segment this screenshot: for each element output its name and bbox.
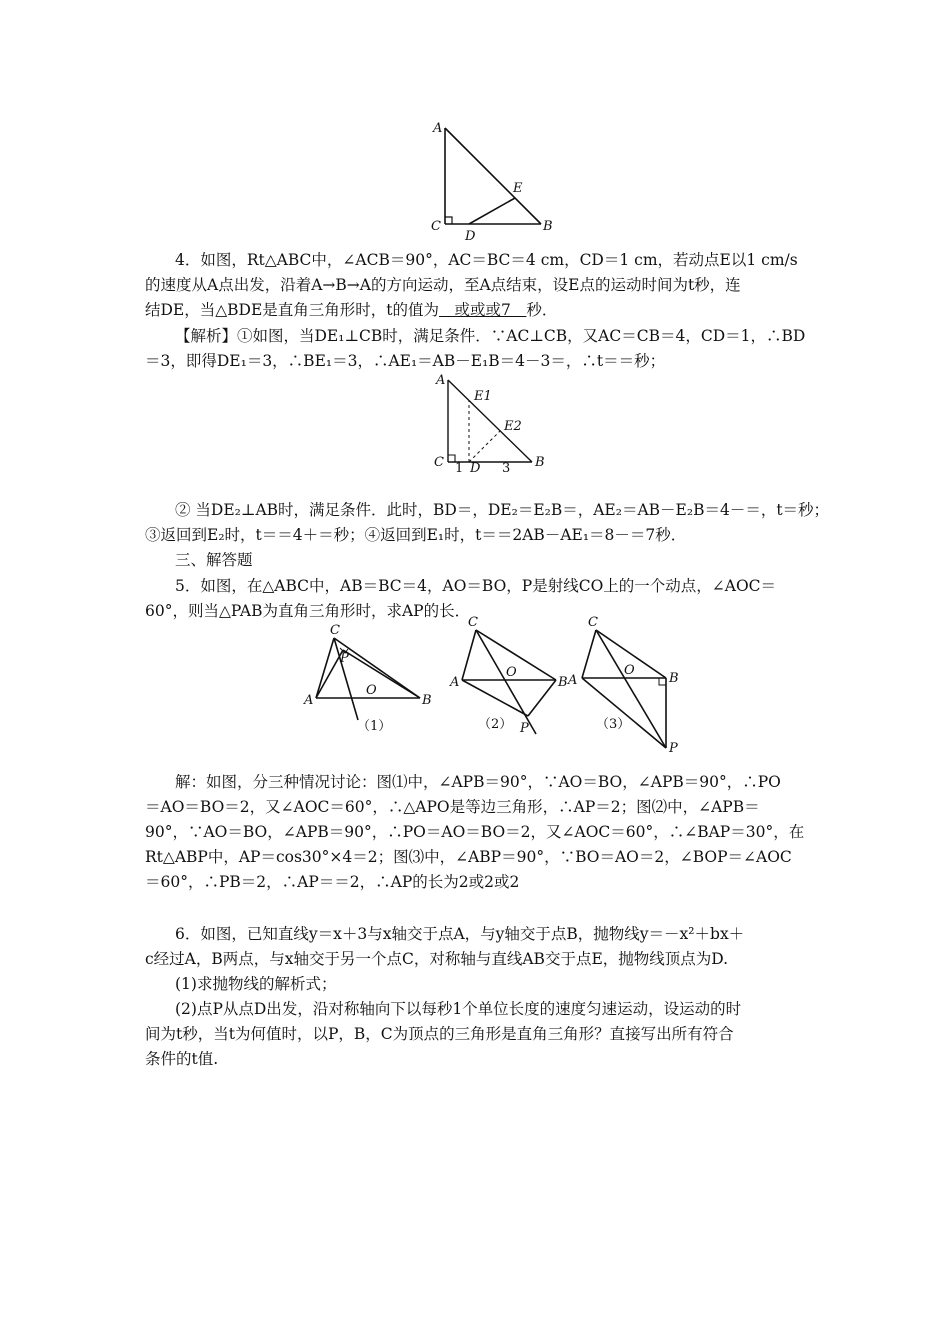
label-c: C: [468, 615, 478, 630]
label-c: C: [330, 623, 340, 638]
label-e2: E2: [504, 419, 522, 434]
label-b: B: [669, 671, 679, 686]
problem-6-part-2-line-3: 条件的t值.: [145, 1050, 219, 1068]
problem-6-part-2-line-1: (2)点P从点D出发，沿对称轴向下以每秒1个单位长度的速度匀速运动，设运动的时: [175, 1000, 742, 1018]
triangle-abc-diagram: [425, 118, 565, 243]
label-o: O: [506, 665, 517, 680]
solution-5-line-4: Rt△ABP中，AP＝cos30°×4＝2；图⑶中，∠ABP＝90°，∵BO＝AO＝2，∠BOP＝∠AOC: [145, 848, 792, 866]
label-length-3: 3: [502, 461, 511, 476]
figure-5-3-diagram: [568, 616, 698, 761]
label-o: O: [366, 683, 377, 698]
label-p: P: [340, 651, 349, 666]
solution-5-line-2: ＝AO＝BO＝2，又∠AOC＝60°，∴△APO是等边三角形，∴AP＝2；图⑵中，∠APB＝: [145, 798, 760, 816]
label-c: C: [588, 615, 598, 630]
analysis-triangle-diagram: [432, 372, 552, 476]
caption-3: （3）: [596, 717, 631, 732]
segment-de: [469, 198, 515, 224]
label-d: D: [465, 229, 476, 244]
problem-4-line-3-post: 秒．: [526, 301, 558, 319]
label-o: O: [624, 663, 635, 678]
right-angle-mark: [659, 678, 666, 685]
right-angle-mark: [445, 217, 452, 224]
problem-5-line-1: 5．如图，在△ABC中，AB＝BC＝4，AO＝BO，P是射线CO上的一个动点，∠AOC＝: [175, 577, 777, 595]
problem-6-part-1: (1)求抛物线的解析式；: [175, 975, 337, 993]
segment-ap: [462, 680, 528, 716]
right-angle-mark: [448, 455, 455, 462]
figure-triangle-abc: [425, 118, 565, 243]
problem-6-line-1: 6．如图，已知直线y＝x＋3与x轴交于点A，与y轴交于点B，抛物线y＝－x²＋bx＋: [175, 925, 745, 943]
figure-5-1: [302, 620, 442, 740]
segment-ca: [462, 630, 476, 680]
segment-cb: [334, 638, 420, 698]
problem-6: [145, 922, 825, 1072]
segment-ca: [582, 630, 596, 678]
analysis-4-line-4: ③返回到E₂时，t＝＝4＋＝秒；④返回到E₁时，t＝＝2AB－AE₁＝8－＝7秒．: [145, 526, 687, 544]
label-length-1: 1: [455, 461, 464, 476]
solution-5-line-5: ＝60°，∴PB＝2，∴AP＝＝2，∴AP的长为2或2或2: [145, 873, 520, 891]
problem-6-line-2: c经过A，B两点，与x轴交于另一个点C，对称轴与直线AB交于点E，抛物线顶点为D.: [145, 950, 729, 968]
segment-ap: [582, 678, 666, 748]
label-a: A: [433, 121, 443, 136]
label-a: A: [304, 693, 314, 708]
problem-5: [145, 574, 825, 624]
problem-4-answer: 或或或7: [439, 301, 527, 319]
label-b: B: [422, 693, 432, 708]
solution-5: [145, 770, 825, 895]
label-d: D: [470, 461, 481, 476]
figure-5-3: [568, 616, 698, 761]
segment-pb: [343, 650, 420, 698]
analysis-4-line-1: 【解析】①如图，当DE₁⊥CB时，满足条件．∵AC⊥CB，又AC＝CB＝4，CD＝1，∴BD: [175, 327, 806, 345]
problem-4-line-2: 的速度从A点出发，沿着A→B→A的方向运动，至A点结束，设E点的运动时间为t秒，连: [145, 276, 741, 294]
label-b: B: [558, 675, 568, 690]
label-a: A: [436, 373, 446, 388]
label-b: B: [535, 455, 545, 470]
solution-5-line-3: 90°，∵AO＝BO，∠APB＝90°，∴PO＝AO＝BO＝2，又∠AOC＝60°，∴∠BAP＝30°，在: [145, 823, 805, 841]
analysis-4-line-2: ＝3，即得DE₁＝3，∴BE₁＝3，∴AE₁＝AB－E₁B＝4－3＝，∴t＝＝秒；: [145, 352, 666, 370]
problem-5-line-2: 60°，则当△PAB为直角三角形时，求AP的长．: [145, 602, 471, 620]
caption-2: （2）: [478, 717, 513, 732]
label-a: A: [568, 673, 578, 688]
solution-5-line-1: 解：如图，分三种情况讨论：图⑴中，∠APB＝90°，∵AO＝BO，∠APB＝90°，∴PO: [175, 773, 781, 791]
segment-ca: [316, 638, 334, 698]
segment-ap: [316, 650, 343, 698]
problem-4-line-3-pre: 结DE，当△BDE是直角三角形时，t的值为: [145, 301, 440, 319]
label-p: P: [669, 741, 678, 756]
label-b: B: [543, 219, 553, 234]
problem-4-line-3: [145, 298, 825, 323]
analysis-4-part-1: [145, 324, 825, 374]
figure-5-2: [450, 615, 580, 743]
label-a: A: [450, 675, 460, 690]
analysis-4-part-2: [145, 498, 830, 573]
problem-4-line-1: 4．如图，Rt△ABC中，∠ACB＝90°，AC＝BC＝4 cm，CD＝1 cm，若动点E以1 cm/s: [175, 251, 798, 269]
analysis-4-line-3: ② 当DE₂⊥AB时，满足条件．此时，BD＝，DE₂＝E₂B＝，AE₂＝AB－E₂B＝4－＝，t＝秒；: [175, 501, 830, 519]
figure-5-1-diagram: [302, 620, 442, 740]
section-heading-3: 三、解答题: [175, 551, 253, 569]
caption-1: （1）: [357, 719, 392, 734]
problem-4: [145, 248, 825, 323]
segment-bp: [528, 680, 556, 716]
segment-de2-dashed: [469, 431, 500, 462]
label-c: C: [434, 455, 444, 470]
label-e: E: [513, 181, 523, 196]
label-p: P: [520, 721, 529, 736]
label-c: C: [431, 219, 441, 234]
figure-analysis-triangle: [432, 372, 552, 476]
figure-5-2-diagram: [450, 615, 580, 743]
problem-6-part-2-line-2: 间为t秒，当t为何值时，以P，B，C为顶点的三角形是直角三角形？直接写出所有符合: [145, 1025, 734, 1043]
label-e1: E1: [474, 389, 492, 404]
